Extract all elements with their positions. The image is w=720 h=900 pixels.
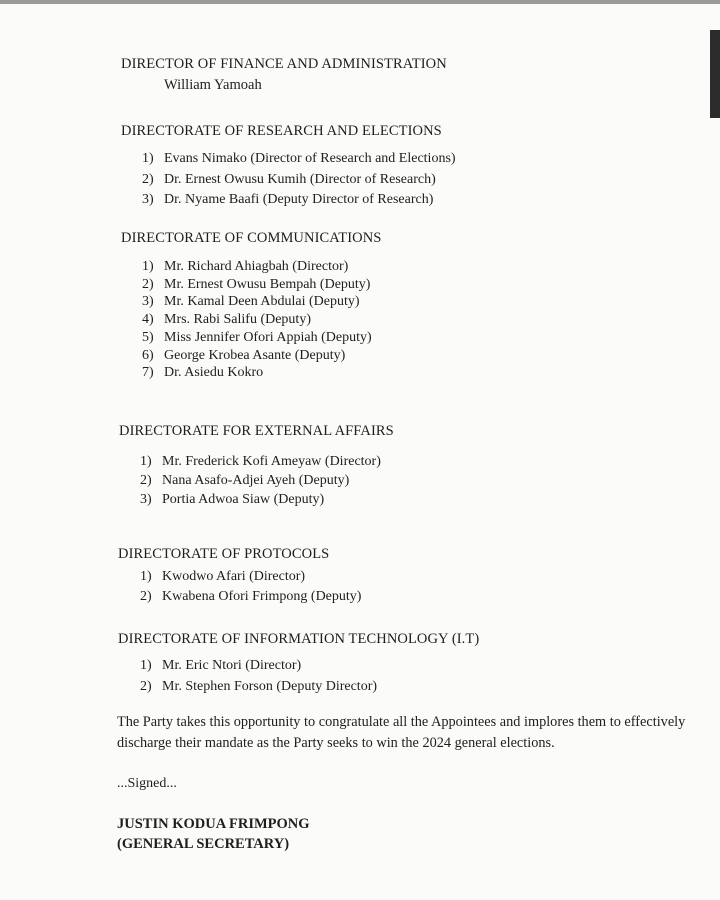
list-item: 1) Mr. Richard Ahiagbah (Director) <box>142 259 349 274</box>
research-heading: DIRECTORATE OF RESEARCH AND ELECTIONS <box>121 123 442 139</box>
signed-note: ...Signed... <box>117 776 177 791</box>
external-affairs-heading: DIRECTORATE FOR EXTERNAL AFFAIRS <box>119 423 394 439</box>
list-item: 2) Mr. Ernest Owusu Bempah (Deputy) <box>142 276 371 292</box>
communications-heading: DIRECTORATE OF COMMUNICATIONS <box>121 230 382 246</box>
it-heading: DIRECTORATE OF INFORMATION TECHNOLOGY (I.T) <box>118 631 480 647</box>
list-item: 7) Dr. Asiedu Kokro <box>142 365 264 381</box>
list-item: 1) Evans Nimako (Director of Research and Elections) <box>142 151 456 166</box>
list-item: 3) Mr. Kamal Deen Abdulai (Deputy) <box>142 294 360 310</box>
list-item: 1) Kwodwo Afari (Director) <box>140 569 306 584</box>
closing-paragraph: The Party takes this opportunity to congratulate all the Appointees and implores them to effectively discharge their mandate as the Party seeks to win the 2024 general elections. <box>117 714 686 751</box>
list-item: 2) Dr. Ernest Owusu Kumih (Director of Research) <box>142 171 436 187</box>
list-item: 1) Mr. Frederick Kofi Ameyaw (Director) <box>140 454 381 469</box>
list-item: 2) Nana Asafo-Adjei Ayeh (Deputy) <box>140 473 350 488</box>
list-item: 3) Dr. Nyame Baafi (Deputy Director of Research) <box>142 192 434 207</box>
signatory-title: (GENERAL SECRETARY) <box>117 836 290 852</box>
list-item: 2) Mr. Stephen Forson (Deputy Director) <box>140 679 378 694</box>
list-item: 2) Kwabena Ofori Frimpong (Deputy) <box>140 589 362 604</box>
external-affairs-list <box>140 452 381 509</box>
protocols-heading: DIRECTORATE OF PROTOCOLS <box>118 546 330 562</box>
communications-list <box>142 258 372 382</box>
list-item: 1) Mr. Eric Ntori (Director) <box>140 658 302 673</box>
list-item: 5) Miss Jennifer Ofori Appiah (Deputy) <box>142 329 372 345</box>
finance-heading: DIRECTOR OF FINANCE AND ADMINISTRATION <box>121 56 447 72</box>
list-item: 6) George Krobea Asante (Deputy) <box>142 347 346 363</box>
signatory-name: JUSTIN KODUA FRIMPONG <box>117 816 310 832</box>
list-item: 4) Mrs. Rabi Salifu (Deputy) <box>142 312 311 328</box>
research-list <box>142 149 456 211</box>
list-item: 3) Portia Adwoa Siaw (Deputy) <box>140 492 325 507</box>
protocols-list <box>140 567 361 607</box>
finance-director-name: William Yamoah <box>164 77 262 93</box>
it-list <box>140 655 377 697</box>
